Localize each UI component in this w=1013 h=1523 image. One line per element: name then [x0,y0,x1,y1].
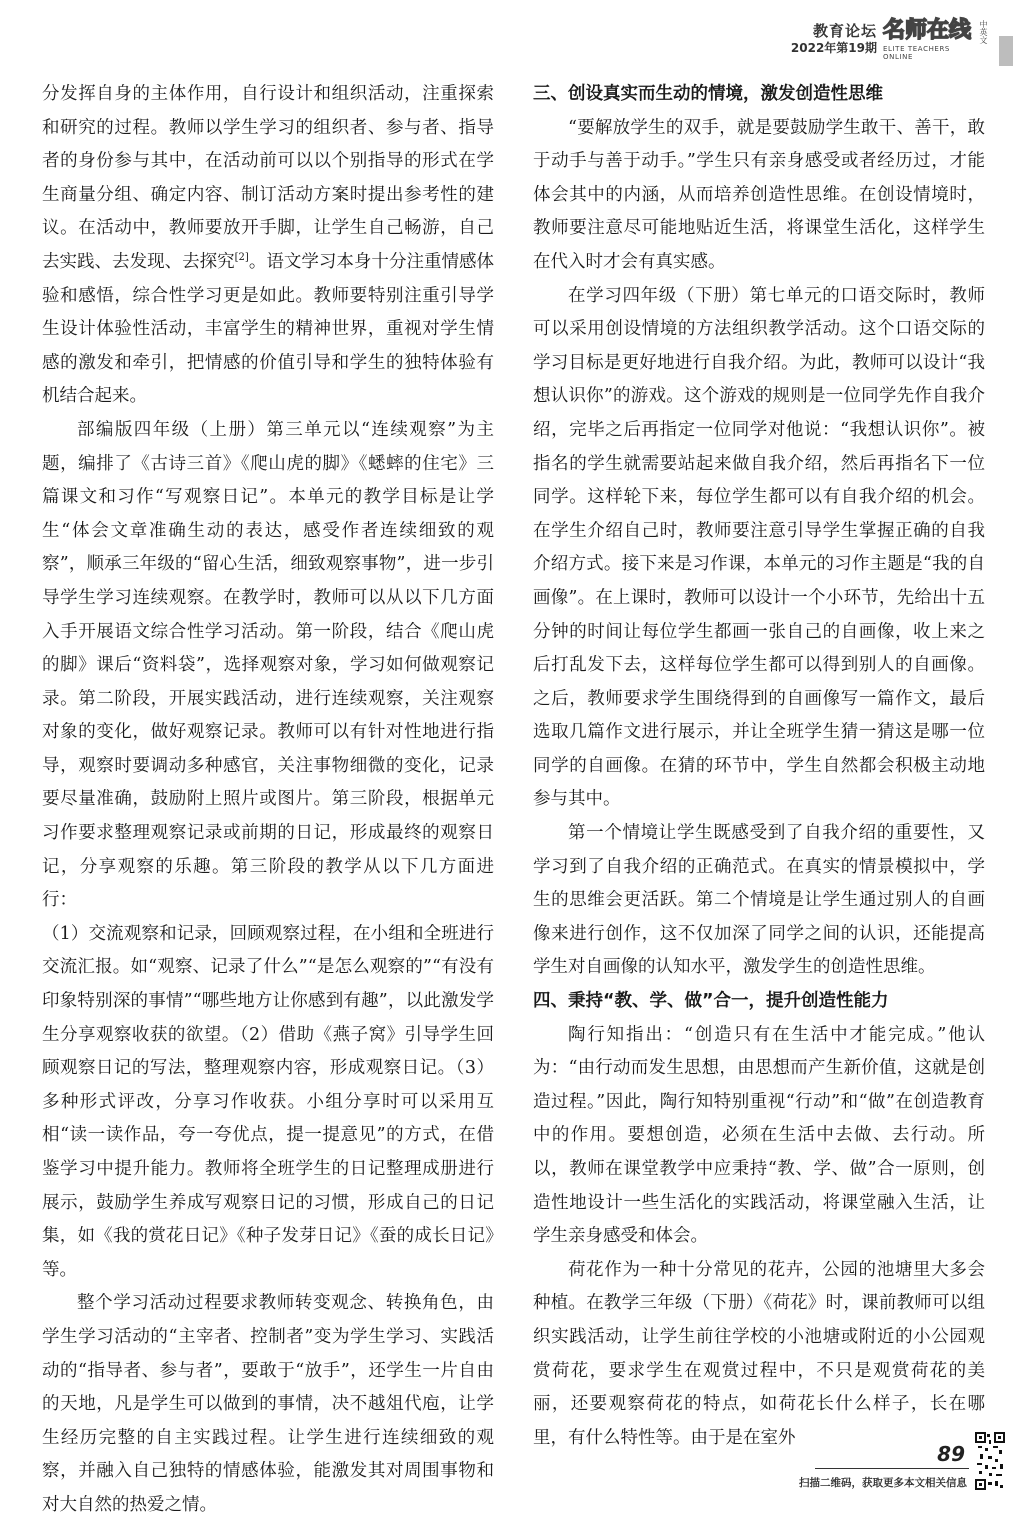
paragraph: 第一个情境让学生既感受到了自我介绍的重要性，又学习到了自我介绍的正确范式。在真实的情景模拟中，学生的思维会更活跃。第二个情境是让学生通过别人的自画像来进行创作，这不仅加深了同学之间的认识，还能提高学生对自画像的认知水平，激发学生的创造性思维。 [533,823,985,978]
footer-rule [815,1468,969,1469]
brand-english-name: ELITE TEACHERS ONLINE [883,45,950,61]
section-heading: 三、创设真实而生动的情境，激发创造性思维 [533,84,883,104]
paragraph: 分发挥自身的主体作用，自行设计和组织活动，注重探索和研究的过程。教师以学生学习的组织者、参与者、指导者的身份参与其中，在活动前可以以个别指导的形式在学生商量分组、确定内容、制订活动方案时提出参考性的建议。在活动中，教师要放开手脚，让学生自己畅游，自己去实践、去发现、去探究[2]。语文学习本身十分注重情感体验和感悟，综合性学习更是如此。教师要特别注重引导学生设计体验性活动，丰富学生的精神世界，重视对学生情感的激发和牵引，把情感的价值引导和学生的独特体验有机结合起来。 [42,84,495,407]
paragraph: 部编版四年级（上册）第三单元以“连续观察”为主题，编排了《古诗三首》《爬山虎的脚》《蟋蟀的住宅》三篇课文和习作“写观察日记”。本单元的教学目标是让学生“体会文章准确生动的表达，感受作者连续细致的观察”，顺承三年级的“留心生活，细致观察事物”，进一步引导学生学习连续观察。在教学时，教师可以从以下几方面入手开展语文综合性学习活动。第一阶段，结合《爬山虎的脚》课后“资料袋”，选择观察对象，学习如何做观察记录。第二阶段，开展实践活动，进行连续观察，关注观察对象的变化，做好观察记录。教师可以有针对性地进行指导，观察时要调动多种感官，关注事物细微的变化，记录要尽量准确，鼓励附上照片或图片。第三阶段，根据单元习作要求整理观察记录或前期的日记，形成最终的观察日记，分享观察的乐趣。第三阶段的教学从以下几方面进行： [42,419,494,911]
page-footer [0,1420,1013,1515]
qr-caption: 扫描二维码，获取更多本文相关信息 [799,1477,967,1489]
paragraph: 陶行知指出：“创造只有在生活中才能完成。”他认为：“由行动而发生思想，由思想而产生新价值，这就是创造过程。”因此，陶行知特别重视“行动”和“做”在创造教育中的作用。要想创造，必须在生活中去做、去行动。所以，教师在课堂教学中应秉持“教、学、做”合一原则，创造性地设计一些生活化的实践活动，将课堂融入生活，让学生亲身感受和体会。 [533,1024,985,1247]
citation-ref: [2] [234,252,249,264]
edge-tab [999,36,1013,66]
paragraph: 在学习四年级（下册）第七单元的口语交际时，教师可以采用创设情境的方法组织教学活动。这个口语交际的学习目标是更好地进行自我介绍。为此，教师可以设计“我想认识你”的游戏。这个游戏的规则是一位同学先作自我介绍，完毕之后再指定一位同学对他说：“我想认识你”。被指名的学生就需要站起来做自我介绍，然后再指名下一位同学。这样轮下来，每位学生都可以有自我介绍的机会。在学生介绍自己时，教师要注意引导学生掌握正确的自我介绍方式。接下来是习作课，本单元的习作主题是“我的自画像”。在上课时，教师可以设计一个小环节，先给出十五分钟的时间让每位学生都画一张自己的自画像，收上来之后打乱发下去，这样每位学生都可以得到别人的自画像。之后，教师要求学生围绕得到的自画像写一篇作文，最后选取几篇作文进行展示，并让全班学生猜一猜这是哪一位同学的自画像。在猜的环节中，学生自然都会积极主动地参与其中。 [533,285,985,810]
page-number: 89 [937,1442,965,1466]
paragraph: 荷花作为一种十分常见的花卉，公园的池塘里大多会种植。在教学三年级（下册）《荷花》时，课前教师可以组织实践活动，让学生前往学校的小池塘或附近的小公园观赏荷花，要求学生在观赏过程中，不只是观赏荷花的美丽，还要观察荷花的特点，如荷花长什么样子，长在哪里，有什么特性等。由于是在室外 [533,1259,985,1448]
brand-name: 名师在线 [883,18,972,43]
paragraph: “要解放学生的双手，就是要鼓励学生敢干、善干，敢于动手与善于动手。”学生只有亲身感受或者经历过，才能体会其中的内涵，从而培养创造性思维。在创设情境时，教师要注意尽可能地贴近生活，将课堂生活化，这样学生在代入时才会有真实感。 [533,117,985,272]
brand-subtitle: 中英文 [979,20,988,44]
qr-code-icon[interactable] [975,1432,1005,1490]
journal-name: 教育论坛 [812,22,877,40]
right-column [533,78,985,1455]
left-column [42,78,494,1523]
page-header [0,18,1013,78]
issue-number: 2022年第19期 [790,41,877,55]
brand-logo [883,18,988,62]
paragraph: 整个学习活动过程要求教师转变观念、转换角色，由学生学习活动的“主宰者、控制者”变为学生学习、实践活动的“指导者、参与者”，要敢于“放手”，还学生一片自由的天地，凡是学生可以做到的事情，决不越俎代庖，让学生经历完整的自主实践过程。让学生进行连续细致的观察，并融入自己独特的情感体验，能激发其对周围事物和对大自然的热爱之情。 [42,1293,494,1515]
paragraph: （1）交流观察和记录，回顾观察过程，在小组和全班进行交流汇报。如“观察、记录了什么”“是怎么观察的”“有没有印象特别深的事情”“哪些地方让你感到有趣”，以此激发学生分享观察收获的欲望。（2）借助《燕子窝》引导学生回顾观察日记的写法，整理观察内容，形成观察日记。（3）多种形式评改，分享习作收获。小组分享时可以采用互相“读一读作品，夸一夸优点，提一提意见”的方式，在借鉴学习中提升能力。教师将全班学生的日记整理成册进行展示，鼓励学生养成写观察日记的习惯，形成自己的日记集，如《我的赏花日记》《种子发芽日记》《蚕的成长日记》等。 [42,923,494,1280]
section-heading: 四、秉持“教、学、做”合一，提升创造性能力 [533,991,889,1012]
